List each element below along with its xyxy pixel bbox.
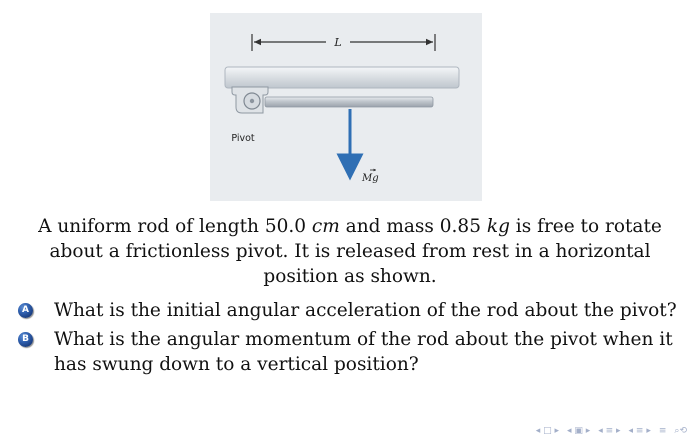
first-frame-nav-icon[interactable]: ◂ □ ▸ <box>535 426 559 436</box>
length-unit: cm <box>311 216 340 237</box>
subsection-nav-icon[interactable]: ◂ ≡ ▸ <box>598 426 621 436</box>
question-text: What is the angular momentum of the rod about the pivot when it has swung down to a vertical position? <box>54 329 673 375</box>
left-dimension-arrowhead <box>254 39 261 45</box>
length-dimension <box>252 34 435 51</box>
align-icon[interactable]: ≡ <box>658 426 667 436</box>
beamer-navigation <box>535 424 688 438</box>
problem-text-part-2: and mass 0.85 <box>339 216 487 237</box>
uniform-rod <box>265 97 433 107</box>
frame-nav-icon[interactable]: ◂ ≡ ▸ <box>628 426 651 436</box>
length-label: L <box>334 36 342 49</box>
pivot-label: Pivot <box>231 133 255 144</box>
gravity-force-label: Mg <box>362 173 379 184</box>
question-text: What is the initial angular acceleration of the rod about the pivot? <box>54 300 677 321</box>
pivot-pin <box>250 99 254 103</box>
search-icon[interactable]: ⌕⟲ <box>674 426 687 436</box>
problem-text-part-1: A uniform rod of length 50.0 <box>38 216 312 237</box>
ceiling-support <box>225 67 459 88</box>
question-marker-a: A <box>18 303 33 318</box>
question-marker-b: B <box>18 332 33 347</box>
problem-text-part-3: is free to rotate about a frictionless pivot. It is released from rest in a horizontal position as shown. <box>49 216 662 287</box>
rod-pivot-svg <box>210 13 482 201</box>
right-dimension-arrowhead <box>426 39 433 45</box>
problem-statement <box>20 214 680 289</box>
mass-unit: kg <box>486 216 510 237</box>
vector-arrow-head <box>374 169 376 172</box>
question-list <box>18 298 693 381</box>
question-item <box>18 327 693 377</box>
section-nav-icon[interactable]: ◂ ▣ ▸ <box>566 426 591 436</box>
question-item <box>18 298 693 323</box>
pivot-bracket <box>232 87 268 113</box>
rod-pivot-diagram <box>210 13 482 201</box>
